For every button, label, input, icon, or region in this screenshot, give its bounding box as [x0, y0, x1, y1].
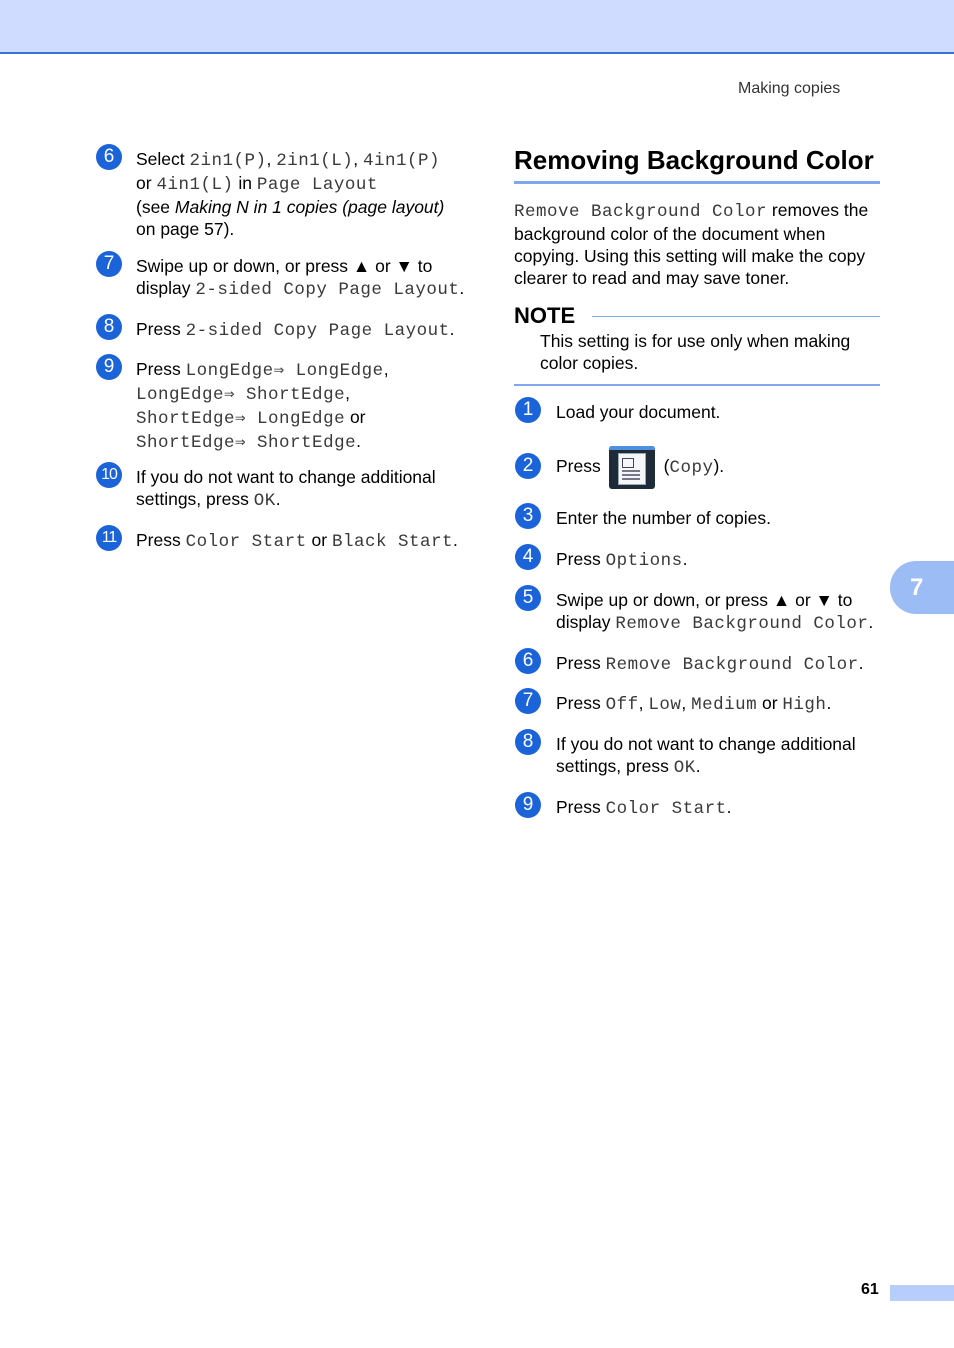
- note-title: NOTE: [514, 303, 576, 328]
- arrow-up-icon: ▲: [772, 590, 791, 610]
- menu-option: 4in1(P): [363, 151, 441, 171]
- menu-option: LongEdge⇒ LongEdge: [185, 361, 384, 381]
- step-text: ,: [353, 149, 363, 169]
- step-text: Press: [556, 797, 606, 817]
- menu-option: OK: [673, 758, 696, 778]
- arrow-up-icon: ▲: [352, 256, 371, 276]
- step-number: 1: [515, 397, 541, 423]
- section-intro: [514, 199, 884, 289]
- menu-option: Remove Background Color: [514, 202, 768, 222]
- step-text: Select: [136, 149, 190, 169]
- page-tab-marker: [890, 1285, 954, 1301]
- menu-option: 2in1(P): [189, 151, 267, 171]
- step-text: .: [452, 530, 458, 550]
- step-text: Press: [136, 530, 186, 550]
- step-text: .: [858, 653, 864, 673]
- step-number: 9: [515, 792, 541, 818]
- step-text: ,: [345, 383, 350, 403]
- step-text: to: [832, 590, 853, 610]
- menu-option: Color Start: [605, 799, 727, 819]
- step-text: or: [757, 693, 783, 713]
- step-text: .: [826, 693, 832, 713]
- menu-option: Page Layout: [256, 175, 378, 195]
- step-number: 4: [515, 544, 541, 570]
- menu-option: High: [782, 695, 827, 715]
- step-text: .: [868, 612, 874, 632]
- step-text: Load your document.: [556, 402, 721, 422]
- arrow-down-icon: ▼: [815, 590, 833, 610]
- step-text: .: [682, 549, 688, 569]
- step-number: 6: [96, 144, 122, 170]
- step-number: 7: [515, 688, 541, 714]
- step-text: Swipe up or down, or press: [136, 256, 353, 276]
- step-text: Press: [136, 359, 186, 379]
- step-text: settings, press: [556, 756, 674, 776]
- step-text: (see: [136, 197, 175, 217]
- step-text: Press: [556, 653, 606, 673]
- step-text: Press: [136, 319, 186, 339]
- note-body: This setting is for use only when making color copies.: [540, 331, 851, 373]
- step-text: ,: [638, 693, 649, 713]
- section-title: Removing Background Color: [514, 145, 874, 175]
- step-text: or: [136, 173, 157, 193]
- step-text: (: [658, 456, 670, 477]
- step-number: 7: [96, 251, 122, 277]
- step-text: .: [726, 797, 732, 817]
- step-text: in: [233, 173, 257, 193]
- note-divider-top: [592, 316, 880, 317]
- intro-text: removes the background color of the document when copying. Using this setting will make the copy clearer to read and may save toner.: [514, 200, 869, 288]
- menu-option: Copy: [669, 458, 714, 479]
- note-divider-bottom: [514, 384, 880, 386]
- step-text: or: [370, 256, 396, 276]
- chapter-tab: 7: [890, 561, 954, 614]
- step-number: 10: [96, 462, 122, 488]
- step-number: 5: [515, 585, 541, 611]
- page-number: 61: [861, 1281, 879, 1298]
- step-text: or: [345, 407, 366, 427]
- step-number: 9: [96, 354, 122, 380]
- menu-option: Options: [605, 551, 683, 571]
- step-number: 6: [515, 648, 541, 674]
- step-text: ,: [266, 149, 277, 169]
- step-text: settings, press: [136, 489, 254, 509]
- menu-option: 2-sided Copy Page Layout: [195, 280, 460, 300]
- step-text: Enter the number of copies.: [556, 508, 771, 528]
- step-text: to: [412, 256, 433, 276]
- step-number: 8: [515, 729, 541, 755]
- step-text: or: [306, 530, 332, 550]
- menu-option: ShortEdge⇒ ShortEdge: [136, 433, 357, 453]
- step-text: ,: [383, 359, 389, 379]
- step-text: on page 57).: [136, 219, 235, 239]
- step-number: 3: [515, 503, 541, 529]
- step-text: .: [695, 756, 701, 776]
- menu-option: LongEdge⇒ ShortEdge: [136, 385, 346, 405]
- title-divider: [514, 181, 880, 184]
- step-text: or: [790, 590, 816, 610]
- step-text: If you do not want to change additional: [136, 467, 436, 487]
- menu-option: 2-sided Copy Page Layout: [185, 321, 450, 341]
- header-band: [0, 0, 954, 54]
- step-text: display: [556, 612, 616, 632]
- step-text: ).: [713, 456, 725, 477]
- cross-reference: Making N in 1 copies (page layout): [174, 197, 445, 217]
- step-text: Press: [556, 693, 606, 713]
- step-text: .: [449, 319, 455, 339]
- step-text: display: [136, 278, 196, 298]
- copy-icon: [609, 446, 655, 489]
- step-text: If you do not want to change additional: [556, 734, 856, 754]
- arrow-down-icon: ▼: [395, 256, 413, 276]
- menu-option: OK: [253, 491, 276, 511]
- menu-option: Color Start: [185, 532, 307, 552]
- menu-option: ShortEdge⇒ LongEdge: [136, 409, 346, 429]
- menu-option: Off: [605, 695, 639, 715]
- menu-option: Remove Background Color: [605, 655, 859, 675]
- running-title: Making copies: [738, 80, 841, 97]
- menu-option: Low: [648, 695, 682, 715]
- step-text: .: [275, 489, 281, 509]
- step-text: .: [356, 431, 361, 451]
- step-text: Press: [556, 549, 606, 569]
- menu-option: 4in1(L): [156, 175, 234, 195]
- step-number: 2: [515, 453, 541, 479]
- menu-option: Black Start: [331, 532, 453, 552]
- menu-option: Remove Background Color: [615, 614, 869, 634]
- step-text: Press: [556, 456, 601, 477]
- step-number: 11: [96, 525, 122, 551]
- step-text: .: [459, 278, 465, 298]
- step-text: ,: [681, 693, 692, 713]
- menu-option: 2in1(L): [276, 151, 354, 171]
- menu-option: Medium: [691, 695, 758, 715]
- step-text: Swipe up or down, or press: [556, 590, 773, 610]
- step-number: 8: [96, 314, 122, 340]
